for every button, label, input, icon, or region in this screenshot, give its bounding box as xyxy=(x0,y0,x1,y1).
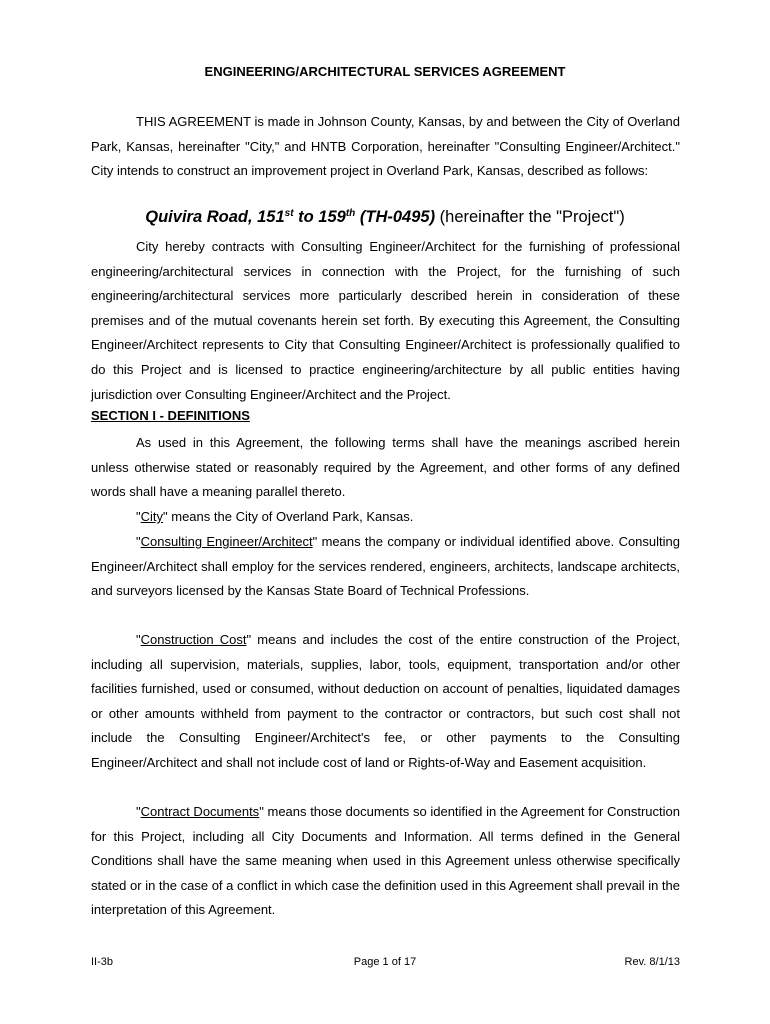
project-suffix: (hereinafter the "Project") xyxy=(435,208,625,226)
definition-consulting-engineer: "Consulting Engineer/Architect" means the company or individual identified above. Consulting Engineer/Architect shall employ for the services rendered, engineers, architects, landscape architects, and surveyors licensed by the Kansas State Board of Technical Professions. xyxy=(91,534,680,599)
project-line xyxy=(0,208,770,227)
term-city: City xyxy=(140,509,164,524)
contract-paragraph: City hereby contracts with Consulting Engineer/Architect for the furnishing of professional engineering/architectural services in connection with the Project, for the furnishing of such engineering/architectural services more particularly described herein in consideration of these premises and of the mutual covenants herein set forth. By executing this Agreement, the Consulting Engineer/Architect represents to City that Consulting Engineer/Architect is professionally qualified to do this Project and is licensed to practice engineering/architecture by all public entities having jurisdiction over Consulting Engineer/Architect and the Project. xyxy=(91,239,680,402)
footer-revision: Rev. 8/1/13 xyxy=(624,956,680,968)
definitions-intro: As used in this Agreement, the following terms shall have the meanings ascribed herein unless otherwise stated or reasonably required by the Agreement, and other forms of any defined words shall have a meaning parallel thereto. xyxy=(91,435,680,500)
term-construction-cost: Construction Cost xyxy=(140,632,247,647)
section-heading: SECTION I - DEFINITIONS xyxy=(91,408,250,423)
term-consulting-engineer: Consulting Engineer/Architect xyxy=(140,534,313,549)
project-name: Quivira Road, 151st to 159th (TH-0495) xyxy=(145,208,436,226)
footer-form-id: II-3b xyxy=(91,956,114,968)
definition-construction-cost: "Construction Cost" means and includes the cost of the entire construction of the Project, including all supervision, materials, supplies, labor, tools, equipment, transportation and/or other facilities furnished, used or consumed, without deduction on account of penalties, liquidated damages or other amounts withheld from payment to the contractor or contractors, but such cost shall not include the Consulting Engineer/Architect's fee, or other payments to the Consulting Engineer/Architect and shall not include cost of land or Rights-of-Way and Easement acquisition. xyxy=(91,632,681,770)
definition-contract-documents: "Contract Documents" means those documents so identified in the Agreement for Construction for this Project, including all City Documents and Information. All terms defined in the General Conditions shall have the same meaning when used in this Agreement unless otherwise specifically stated or in the case of a conflict in which case the definition used in this Agreement shall prevail in the interpretation of this Agreement. xyxy=(91,804,680,918)
footer-page-number: Page 1 of 17 xyxy=(353,956,417,968)
term-contract-documents: Contract Documents xyxy=(140,804,260,819)
document-title: ENGINEERING/ARCHITECTURAL SERVICES AGREEMENT xyxy=(204,64,566,79)
definition-city: "City" means the City of Overland Park, Kansas. xyxy=(136,509,414,524)
intro-paragraph: THIS AGREEMENT is made in Johnson County, Kansas, by and between the City of Overland Park, Kansas, hereinafter "City," and HNTB Corporation, hereinafter "Consulting Engineer/Architect." City intends to construct an improvement project in Overland Park, Kansas, described as follows: xyxy=(91,114,680,179)
